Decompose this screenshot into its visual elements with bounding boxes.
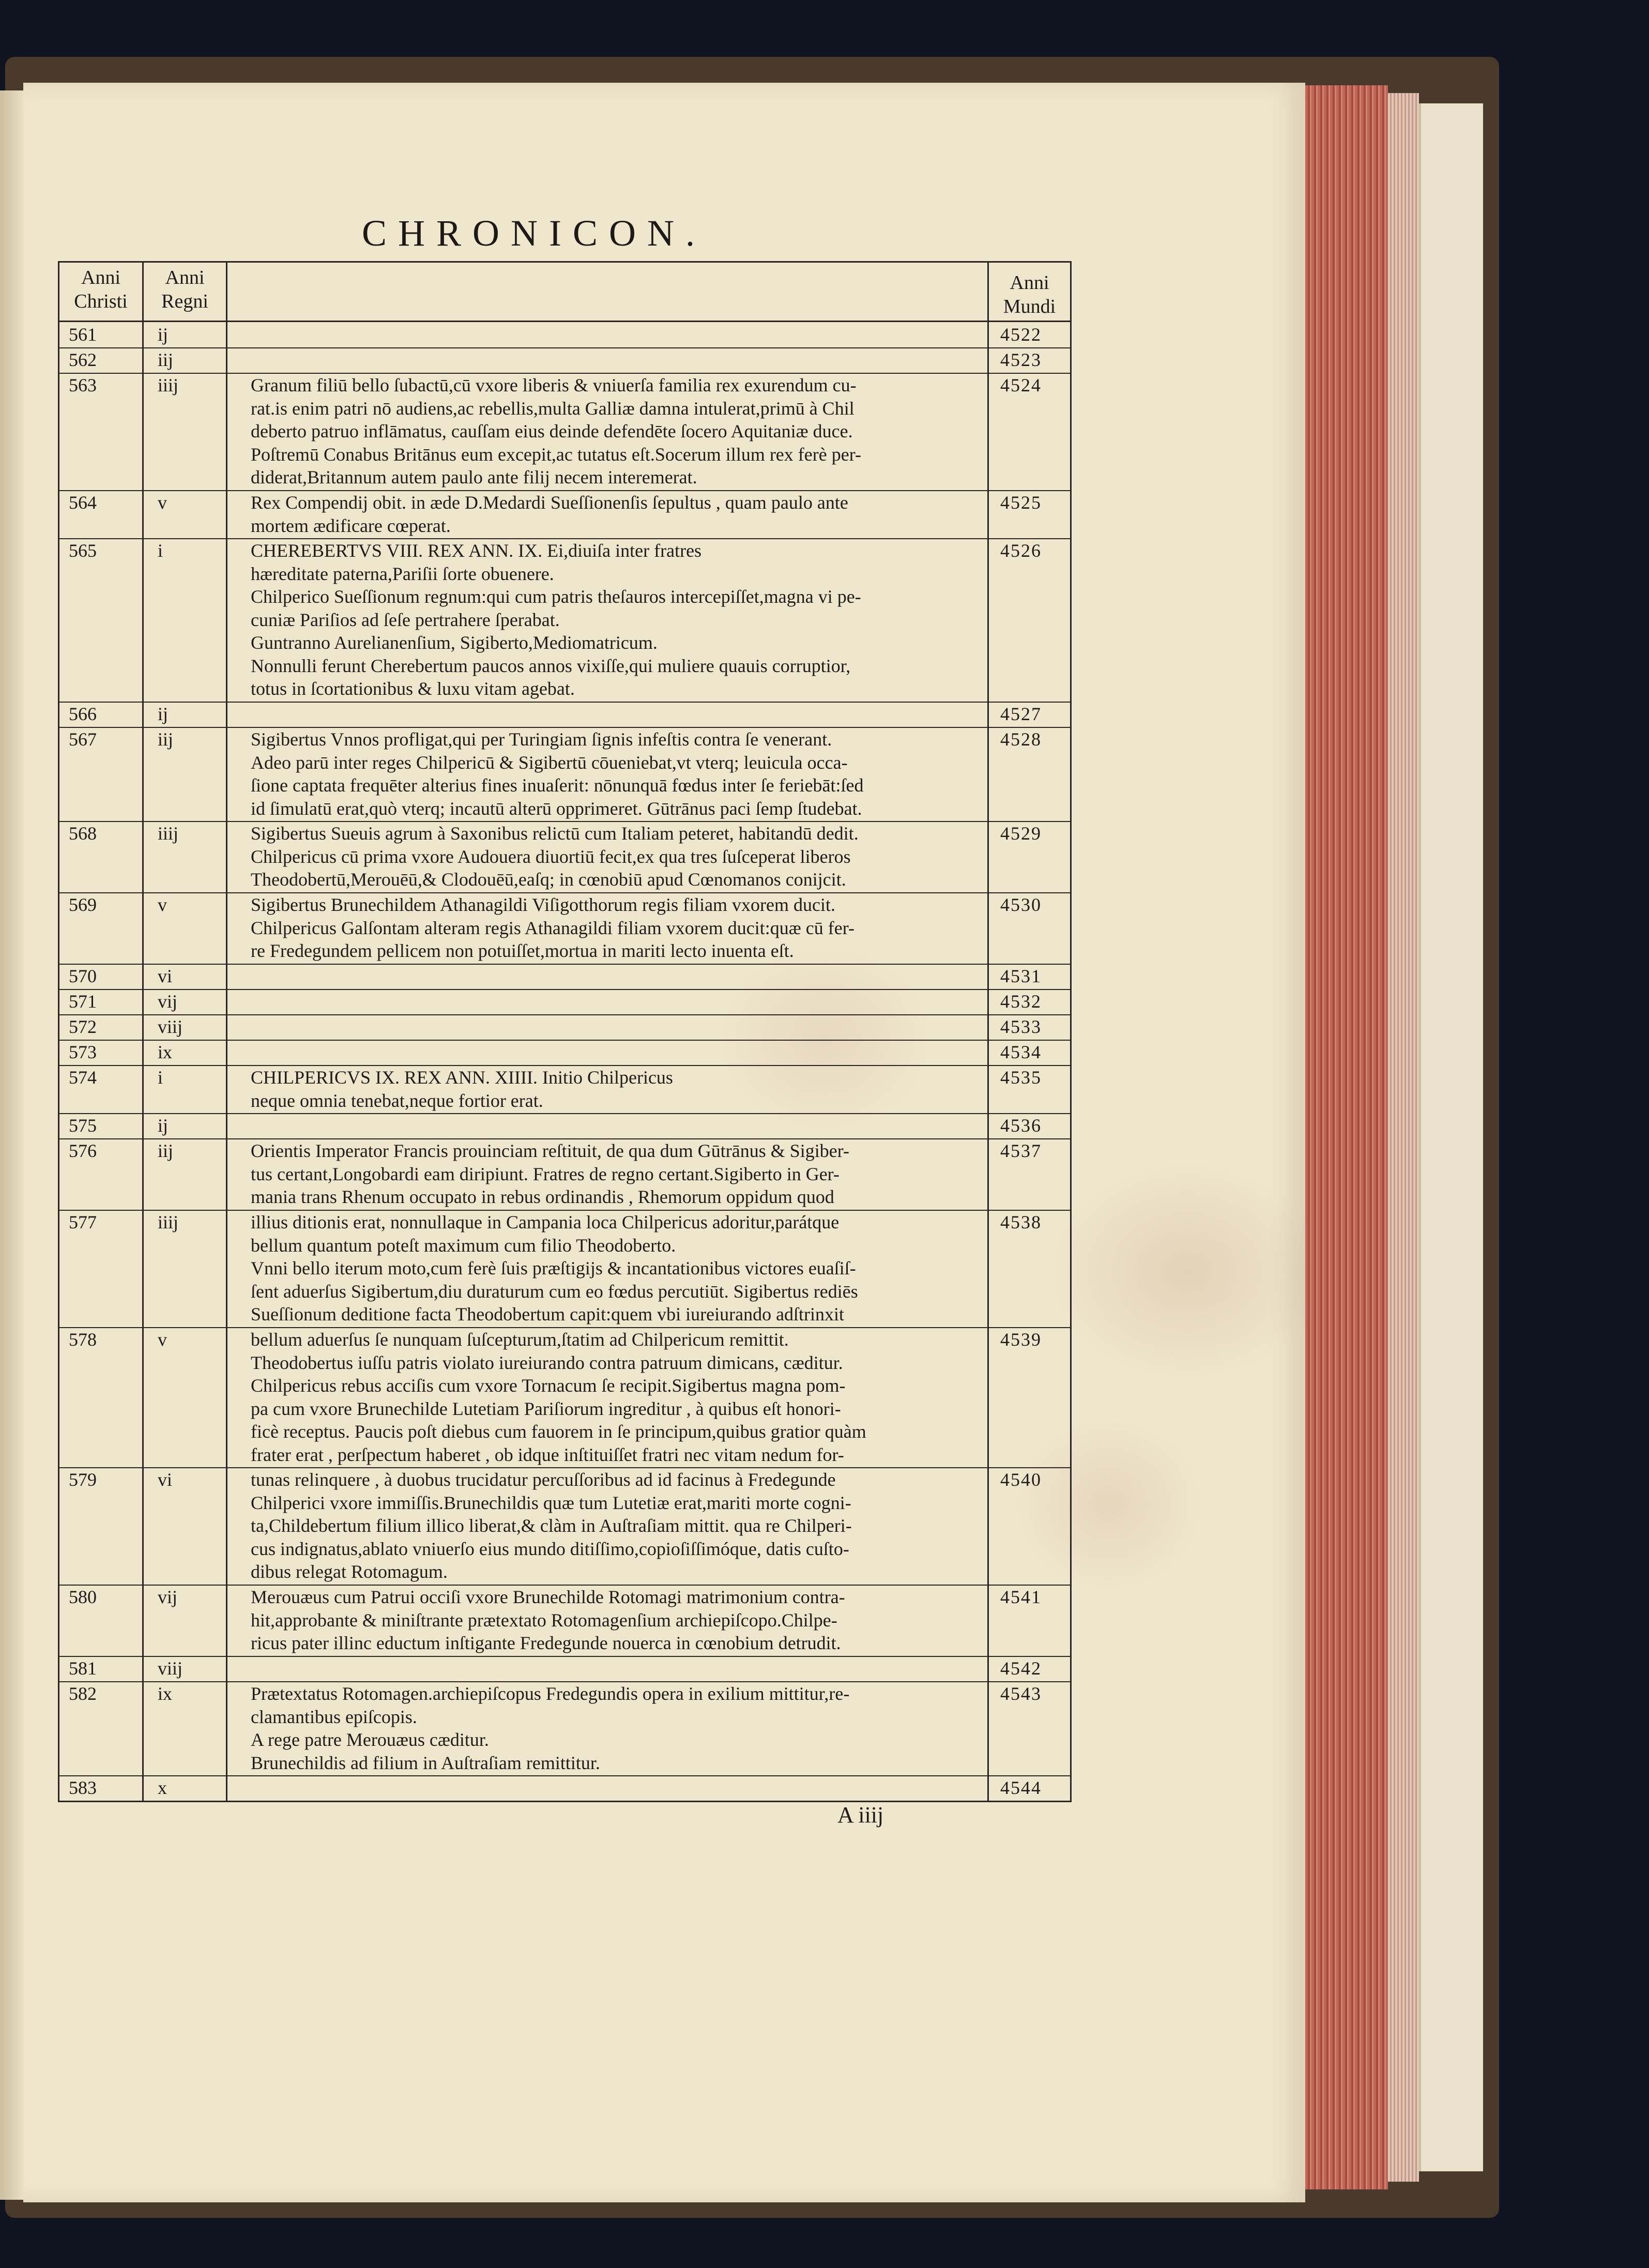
anni-mundi-cell: 4542: [1000, 1658, 1042, 1679]
entry-text: Prætextatus Rotomagen.archiepiſcopus Fredegundis opera in exilium mittitur,re- clamantibus epiſcopis. A rege patre Merouæus cæditur. Brunechildis ad filium in Auſtraſiam remittitur.: [251, 1683, 850, 1773]
anni-mundi-cell: 4531: [1000, 966, 1042, 986]
anni-christi-cell: 561: [69, 324, 97, 345]
table-row: [59, 821, 1070, 893]
table-row: [59, 1113, 1070, 1139]
anni-mundi-cell: 4541: [1000, 1587, 1042, 1607]
anni-regni-cell: ij: [158, 1115, 169, 1136]
anni-mundi-cell: 4532: [1000, 991, 1042, 1012]
anni-christi-cell: 574: [69, 1067, 97, 1088]
entry-text: Orientis Imperator Francis prouinciam reſtituit, de qua dum Gūtrānus & Sigiber- tus certant,Longobardi eam diripiunt. Fratres de regno certant.Sigiberto in Ger- mania trans Rhenum occupato in rebus ordinandis , Rhemorum oppidum quod: [251, 1140, 850, 1207]
anni-mundi-cell: 4529: [1000, 823, 1042, 844]
anni-mundi-cell: 4543: [1000, 1683, 1042, 1704]
anni-christi-cell: 582: [69, 1683, 97, 1704]
anni-regni-cell: vi: [158, 966, 173, 986]
anni-regni-cell: iij: [158, 729, 174, 750]
anni-christi-cell: 563: [69, 375, 97, 395]
anni-regni-cell: i: [158, 540, 163, 561]
anni-christi-cell: 578: [69, 1329, 97, 1350]
anni-christi-cell: 572: [69, 1016, 97, 1037]
table-row: [59, 1138, 1070, 1211]
table-row: [59, 702, 1070, 728]
anni-christi-cell: 565: [69, 540, 97, 561]
anni-mundi-cell: 4522: [1000, 324, 1042, 345]
anni-regni-cell: iiij: [158, 375, 179, 395]
anni-christi-cell: 567: [69, 729, 97, 750]
entry-text: CHILPERICVS IX. REX ANN. XIIII. Initio Chilpericus neque omnia tenebat,neque fortior erat.: [251, 1067, 673, 1111]
anni-mundi-cell: 4526: [1000, 540, 1042, 561]
table-row: [59, 1775, 1070, 1802]
anni-mundi-cell: 4537: [1000, 1140, 1042, 1161]
chronicle-table: [58, 261, 1072, 1802]
anni-christi-cell: 564: [69, 492, 97, 513]
anni-christi-cell: 573: [69, 1042, 97, 1062]
anni-christi-cell: 569: [69, 894, 97, 915]
anni-regni-cell: x: [158, 1777, 167, 1798]
table-row: [59, 1210, 1070, 1328]
entry-text: bellum aduerſus ſe nunquam ſuſcepturum,ſtatim ad Chilpericum remittit. Theodobertus iuſſu patris violato iureiurando contra patruum dimicans, cæditur. Chilpericus rebus acciſis cum vxore Tornacum ſe recipit.Sigibertus magna pom- pa cum vxore Brunechilde Lutetiam Pariſiorum ingreditur , à quibus eſt honori- ficè receptus. Paucis poſt diebus cum fauorem in ſe principum,quibus gratior quàm frater erat , perſpectum haberet , ob idque inſtituiſſet fratri nec vitam nedum for-: [251, 1329, 866, 1465]
entry-text: CHEREBERTVS VIII. REX ANN. IX. Ei,diuiſa inter fratres hæreditate paterna,Pariſii ſorte obuenere. Chilperico Sueſſionum regnum:qui cum patris theſauros intercepiſſet,magna vi pe- cuniæ Pariſios ad ſeſe pertrahere ſperabat. Guntranno Aurelianenſium, Sigiberto,Mediomatricum. Nonnulli ferunt Cherebertum paucos annos vixiſſe,qui muliere quauis corruptior, totus in ſcortationibus & luxu vitam agebat.: [251, 540, 861, 699]
anni-regni-cell: i: [158, 1067, 163, 1088]
anni-mundi-cell: 4540: [1000, 1469, 1042, 1490]
table-row: [59, 1585, 1070, 1657]
anni-christi-cell: 581: [69, 1658, 97, 1679]
anni-mundi-cell: 4535: [1000, 1067, 1042, 1088]
anni-regni-cell: iij: [158, 1140, 174, 1161]
table-row: [59, 1065, 1070, 1114]
header-anni-regni: Anni Regni: [161, 267, 208, 312]
anni-regni-cell: v: [158, 1329, 167, 1350]
anni-christi-cell: 566: [69, 704, 97, 724]
table-row: [59, 373, 1070, 491]
anni-mundi-cell: 4523: [1000, 349, 1042, 370]
table-row: [59, 538, 1070, 703]
anni-regni-cell: iiij: [158, 823, 179, 844]
anni-christi-cell: 575: [69, 1115, 97, 1136]
anni-mundi-cell: 4539: [1000, 1329, 1042, 1350]
signature-mark: A iiij: [837, 1802, 884, 1828]
anni-regni-cell: ij: [158, 324, 169, 345]
anni-mundi-cell: 4544: [1000, 1777, 1042, 1798]
header-anni-mundi: Anni Mundi: [1003, 272, 1056, 317]
anni-mundi-cell: 4528: [1000, 729, 1042, 750]
table-row: [59, 989, 1070, 1015]
table-row: [59, 727, 1070, 822]
anni-mundi-cell: 4530: [1000, 894, 1042, 915]
running-head: CHRONICON.: [362, 212, 707, 254]
table-row: [59, 1681, 1070, 1776]
anni-christi-cell: 571: [69, 991, 97, 1012]
page-fore-edge: [1305, 85, 1388, 2189]
anni-christi-cell: 568: [69, 823, 97, 844]
page-fore-edge-inner: [1388, 93, 1419, 2182]
anni-mundi-cell: 4524: [1000, 375, 1042, 395]
entry-text: Rex Compendij obit. in æde D.Medardi Sueſſionenſis ſepultus , quam paulo ante mortem ædificare cœperat.: [251, 492, 848, 536]
anni-christi-cell: 580: [69, 1587, 97, 1607]
entry-text: Sigibertus Brunechildem Athanagildi Viſigotthorum regis filiam vxorem ducit. Chilpericus Galſontam alteram regis Athanagildi filiam vxorem ducit:quæ cū fer- re Fredegundem pellicem non potuiſſet,mortua in mariti lecto inuenta eſt.: [251, 894, 854, 961]
anni-mundi-cell: 4525: [1000, 492, 1042, 513]
anni-christi-cell: 577: [69, 1212, 97, 1232]
entry-text: Granum filiū bello ſubactū,cū vxore liberis & vniuerſa familia rex exurendum cu- rat.is enim patri nō audiens,ac rebellis,multa Galliæ damna intulerat,primū à Chil deberto patruo inflāmatus, cauſſam eius deinde defendēte ſocero Aquitaniæ duce. Poſtremū Conabus Britānus eum excepit,ac tutatus eſt.Socerum illum rex ferè per- diderat,Britannum autem paulo ante filij necem interemerat.: [251, 375, 861, 488]
anni-regni-cell: iiij: [158, 1212, 179, 1232]
anni-regni-cell: vij: [158, 991, 178, 1012]
anni-christi-cell: 570: [69, 966, 97, 986]
left-page-edge: [0, 90, 23, 2200]
table-row: [59, 964, 1070, 990]
anni-mundi-cell: 4534: [1000, 1042, 1042, 1062]
entry-text: Sigibertus Sueuis agrum à Saxonibus relictū cum Italiam peteret, habitandū dedit. Chilpericus cū prima vxore Audouera diuortiū fecit,ex qua tres ſuſceperat liberos Theodobertū,Merouēū,& Clodouēū,eaſq; in cœnobiū apud Cœnomanos conijcit.: [251, 823, 859, 890]
entry-text: tunas relinquere , à duobus trucidatur percuſſoribus ad id facinus à Fredegunde Chilperici vxore immiſſis.Brunechildis quæ tum Lutetiæ erat,mariti morte cogni- ta,Childebertum filium illico liberat,& clàm in Auſtraſiam mittit. qua re Chilperi- cus indignatus,ablato vniuerſo eius mundo ditiſſimo,copioſiſſimóque, datis cuſto- dibus relegat Rotomagum.: [251, 1469, 852, 1582]
table-row: [59, 347, 1070, 374]
table-row: [59, 490, 1070, 539]
anni-christi-cell: 562: [69, 349, 97, 370]
anni-mundi-cell: 4536: [1000, 1115, 1042, 1136]
anni-regni-cell: v: [158, 894, 167, 915]
table-row: [59, 1467, 1070, 1586]
anni-regni-cell: v: [158, 492, 167, 513]
anni-regni-cell: viij: [158, 1658, 183, 1679]
table-row: [59, 1656, 1070, 1682]
anni-regni-cell: vi: [158, 1469, 173, 1490]
anni-mundi-cell: 4533: [1000, 1016, 1042, 1037]
anni-regni-cell: ix: [158, 1683, 173, 1704]
entry-text: Merouæus cum Patrui occiſi vxore Brunechilde Rotomagi matrimonium contra- hit,approbante & miniſtrante prætextato Rotomagenſium archiepiſcopo.Chilpe- ricus pater illinc eductum inſtigante Fredegunde nouerca in cœnobium detrudit.: [251, 1587, 845, 1653]
back-board: [1419, 103, 1483, 2171]
anni-christi-cell: 583: [69, 1777, 97, 1798]
table-row: [59, 892, 1070, 965]
anni-regni-cell: vij: [158, 1587, 178, 1607]
anni-regni-cell: viij: [158, 1016, 183, 1037]
anni-mundi-cell: 4527: [1000, 704, 1042, 724]
entry-text: illius ditionis erat, nonnullaque in Campania loca Chilpericus adoritur,parátque bellum quantum poteſt maximum cum filio Theodoberto. Vnni bello iterum moto,cum ferè ſuis præſtigijs & incantationibus victores euaſiſ- ſent aduerſus Sigibertum,diu duraturum cum eo fœdus percutiūt. Sigibertus rediēs Sueſſionum deditione facta Theodobertum capit:quem vbi iureiurando adſtrinxit: [251, 1212, 858, 1325]
anni-mundi-cell: 4538: [1000, 1212, 1042, 1232]
anni-regni-cell: ix: [158, 1042, 173, 1062]
anni-regni-cell: iij: [158, 349, 174, 370]
anni-christi-cell: 579: [69, 1469, 97, 1490]
table-row: [59, 1040, 1070, 1066]
table-row: [59, 1327, 1070, 1468]
entry-text: Sigibertus Vnnos profligat,qui per Turingiam ſignis infeſtis contra ſe venerant. Adeo parū inter reges Chilpericū & Sigibertū cōueniebat,vt vterq; leuicula occa- ſione captata frequēter alterius fines inuaſerit: nōnunquā fœdus inter ſe feriebāt:ſed id ſimulatū erat,quò vterq; incautū alterū opprimeret. Gūtrānus paci ſemp ſtudebat.: [251, 729, 864, 819]
header-anni-christi: Anni Christi: [74, 267, 128, 312]
table-row: [59, 1014, 1070, 1041]
table-header: [59, 263, 1070, 322]
anni-regni-cell: ij: [158, 704, 169, 724]
table-row: [59, 322, 1070, 348]
anni-christi-cell: 576: [69, 1140, 97, 1161]
